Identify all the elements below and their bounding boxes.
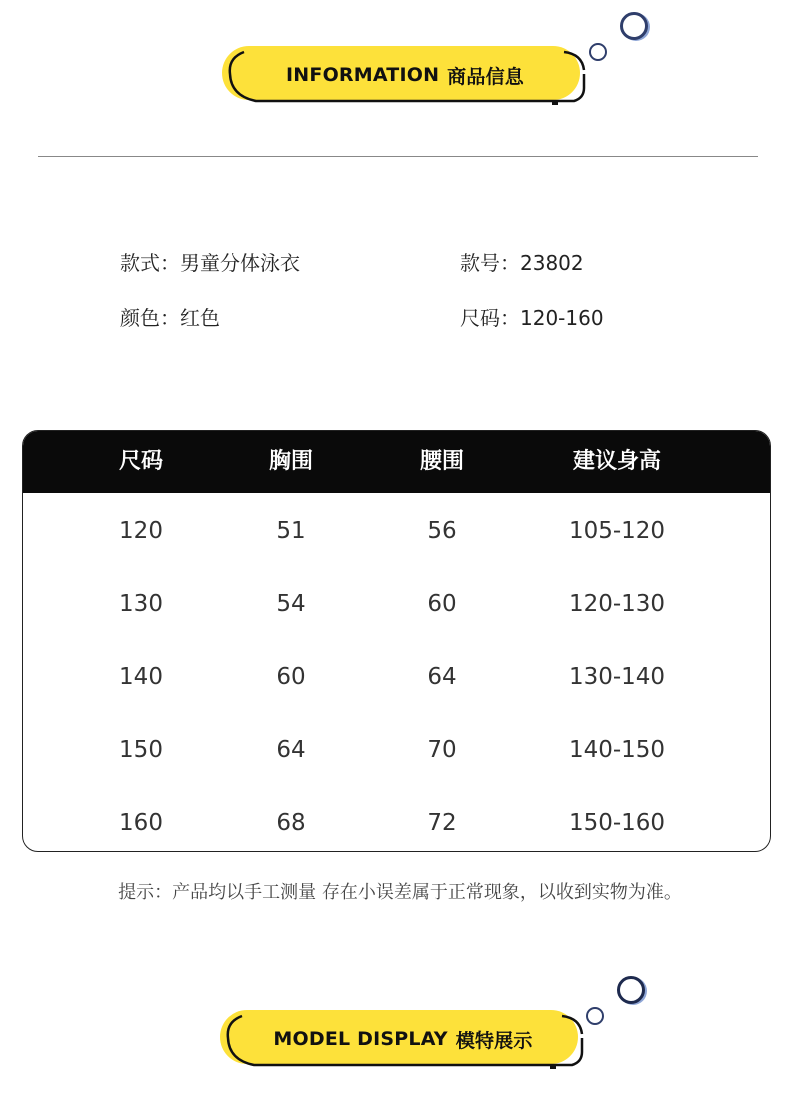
info-style-label: 款式： [120, 251, 180, 275]
info-color-value: 红色 [180, 306, 220, 330]
cell-chest: 54 [276, 591, 306, 617]
cell-size: 120 [119, 518, 163, 544]
info-style [120, 247, 300, 276]
cell-chest: 64 [276, 737, 306, 763]
measurement-note: 提示：产品均以手工测量 存在小误差属于正常现象，以收到实物为准。 [118, 882, 682, 903]
header-height: 建议身高 [572, 449, 661, 474]
info-style-value: 男童分体泳衣 [180, 251, 300, 275]
cell-size: 160 [119, 810, 163, 836]
bubble-small-icon [589, 43, 607, 61]
header-size: 尺码 [118, 449, 163, 474]
cell-waist: 60 [427, 591, 457, 617]
cell-size: 140 [119, 664, 163, 690]
table-row [23, 568, 770, 641]
info-color [120, 302, 220, 331]
information-badge-en: INFORMATION [286, 64, 440, 86]
cell-waist: 72 [427, 810, 457, 836]
information-badge [222, 44, 588, 106]
cell-height: 150-160 [568, 810, 666, 836]
cell-waist: 64 [427, 664, 457, 690]
cell-size: 150 [119, 737, 163, 763]
model-display-badge-zh: 模特展示 [455, 1029, 533, 1052]
table-row [23, 714, 770, 787]
table-row [23, 495, 770, 568]
table-row [23, 641, 770, 714]
info-model [460, 247, 584, 276]
size-table [22, 430, 771, 852]
info-model-value: 23802 [520, 251, 584, 275]
cell-height: 140-150 [568, 737, 666, 763]
information-badge-zh: 商品信息 [447, 65, 524, 88]
cell-waist: 56 [427, 518, 457, 544]
divider-line [38, 156, 758, 157]
bubble-small-icon [586, 1007, 604, 1025]
model-display-badge-en: MODEL DISPLAY [273, 1028, 448, 1050]
cell-waist: 70 [427, 737, 457, 763]
bubble-large-icon [617, 976, 645, 1004]
header-waist: 腰围 [419, 449, 464, 474]
cell-height: 105-120 [568, 518, 666, 544]
cell-chest: 60 [276, 664, 306, 690]
information-badge-label [222, 44, 588, 106]
bubble-large-icon [620, 12, 648, 40]
model-display-badge-label [220, 1008, 586, 1070]
info-model-label: 款号： [460, 251, 520, 275]
table-header [23, 431, 770, 493]
info-size-label: 尺码： [460, 306, 520, 330]
cell-chest: 68 [276, 810, 306, 836]
info-size-value: 120-160 [520, 306, 604, 330]
cell-chest: 51 [276, 518, 306, 544]
info-size [460, 302, 604, 331]
cell-height: 120-130 [568, 591, 666, 617]
model-display-badge [220, 1008, 586, 1070]
info-color-label: 颜色： [120, 306, 180, 330]
header-chest: 胸围 [268, 449, 313, 474]
cell-height: 130-140 [568, 664, 666, 690]
cell-size: 130 [119, 591, 163, 617]
table-row [23, 787, 770, 852]
